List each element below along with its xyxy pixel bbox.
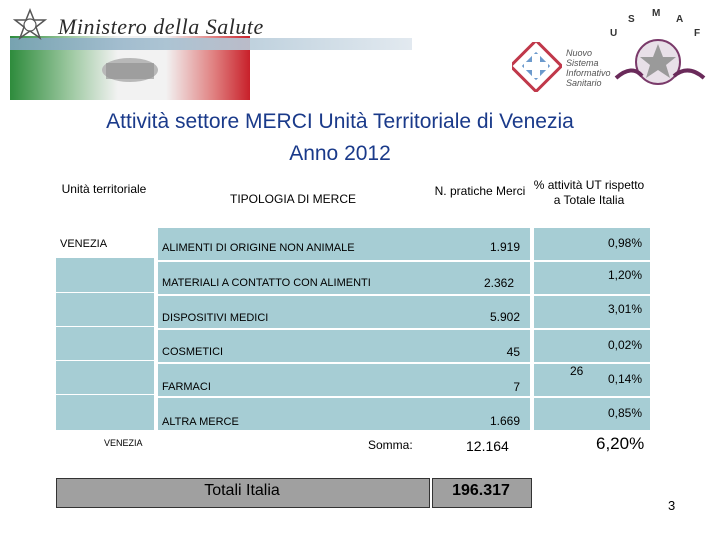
row-type: COSMETICI <box>162 346 224 358</box>
row-pct: 0,14% <box>607 372 642 386</box>
row-count: 45 <box>506 345 520 359</box>
totals-label: Totali Italia <box>204 482 280 499</box>
row-pct: 0,85% <box>607 406 642 420</box>
seal-letter-u: U <box>610 28 618 39</box>
header-unit: Unità territoriale <box>61 182 147 196</box>
unit-divider <box>56 326 154 327</box>
sum-pct: 6,20% <box>596 434 645 453</box>
header-count: N. pratiche Merci <box>434 184 526 198</box>
sum-value: 12.164 <box>466 438 509 454</box>
unit-venezia: VENEZIA <box>60 238 108 250</box>
footer-unit: VENEZIA <box>104 438 143 448</box>
row-pct: 0,02% <box>607 338 642 352</box>
seal-letter-m: M <box>652 8 661 19</box>
row-count: 7 <box>513 380 520 394</box>
unit-divider <box>56 394 154 395</box>
ministry-name: Ministero della Salute <box>58 14 264 39</box>
row-type: DISPOSITIVI MEDICI <box>162 312 269 324</box>
unit-divider <box>56 292 154 293</box>
sum-label: Somma: <box>368 438 413 452</box>
stray-value: 26 <box>570 364 584 378</box>
row-type: MATERIALI A CONTATTO CON ALIMENTI <box>162 277 371 289</box>
seal-letter-s: S <box>628 14 635 25</box>
seal-letter-a: A <box>676 14 684 25</box>
row-count: 1.669 <box>489 414 520 428</box>
row-count: 2.362 <box>483 276 514 290</box>
row-type: ALTRA MERCE <box>162 416 239 428</box>
row-type: FARMACI <box>162 381 211 393</box>
unit-divider <box>56 360 154 361</box>
header-type: TIPOLOGIA DI MERCE <box>229 192 357 206</box>
seal-letter-f: F <box>694 28 701 39</box>
nsis-logo-icon <box>512 42 562 97</box>
page-number: 3 <box>668 498 676 513</box>
unit-column-fill <box>56 258 154 430</box>
row-type: ALIMENTI DI ORIGINE NON ANIMALE <box>162 242 355 254</box>
row-pct: 3,01% <box>607 302 642 316</box>
nsis-logo-text: Nuovo Sistema Informativo Sanitario <box>566 48 611 88</box>
totals-value: 196.317 <box>452 482 510 499</box>
row-pct: 1,20% <box>607 268 642 282</box>
page-title: Attività settore MERCI Unità Territoriale di Venezia Anno 2012 <box>106 110 574 165</box>
row-pct: 0,98% <box>607 236 642 250</box>
header-pct: % attività UT rispetto a Totale Italia <box>533 178 645 207</box>
italian-emblem-icon <box>12 8 48 44</box>
row-count: 5.902 <box>489 310 520 324</box>
row-count: 1.919 <box>489 240 520 254</box>
